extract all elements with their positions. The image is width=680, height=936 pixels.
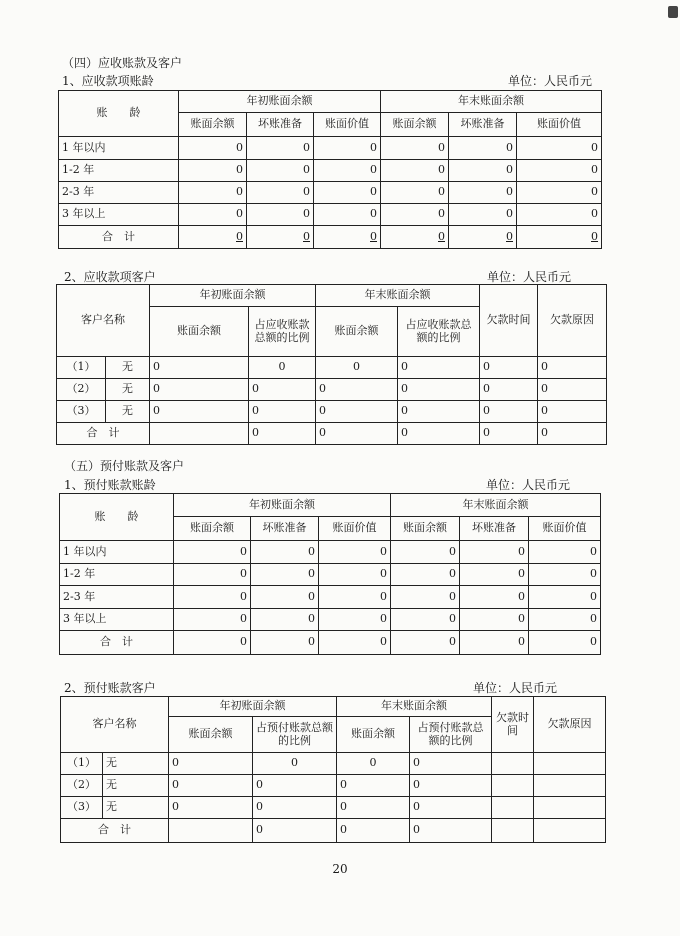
prepayments-aging-table	[59, 493, 601, 655]
cell: 0	[410, 819, 492, 843]
subheader: 账面余额	[174, 517, 251, 541]
total-label: 合 计	[60, 631, 174, 655]
cell	[534, 775, 606, 797]
cell: 0	[381, 204, 449, 226]
cell: 0	[319, 564, 391, 586]
cell: 0	[251, 564, 319, 586]
header-customer-name: 客户名称	[61, 697, 169, 753]
cell: 0	[253, 753, 337, 775]
table-total-row	[61, 819, 606, 843]
cell	[492, 797, 534, 819]
cell: 0	[174, 564, 251, 586]
header-overdue-reason: 欠款原因	[538, 285, 607, 357]
cell: 0	[150, 379, 249, 401]
cell: 0	[460, 564, 529, 586]
cell: 0	[316, 379, 398, 401]
header-begin-balance: 年初账面余额	[150, 285, 316, 307]
receivables-aging-table	[58, 90, 602, 249]
cell: 0	[179, 160, 247, 182]
cell: 0	[391, 631, 460, 655]
cell: 0	[150, 357, 249, 379]
customer-name: 无	[103, 775, 169, 797]
row-number: （3）	[57, 401, 106, 423]
cell: 0	[251, 631, 319, 655]
cell: 0	[316, 423, 398, 445]
row-label: 1-2 年	[59, 160, 179, 182]
subheader: 账面余额	[150, 307, 249, 357]
total-label: 合 计	[57, 423, 150, 445]
cell: 0	[314, 226, 381, 249]
cell	[492, 819, 534, 843]
cell: 0	[460, 609, 529, 631]
cell: 0	[319, 586, 391, 609]
cell: 0	[529, 586, 601, 609]
cell: 0	[449, 226, 517, 249]
total-label: 合 计	[61, 819, 169, 843]
cell: 0	[460, 586, 529, 609]
cell: 0	[517, 226, 602, 249]
cell: 0	[249, 379, 316, 401]
cell: 0	[460, 541, 529, 564]
cell: 0	[174, 609, 251, 631]
header-age: 账 龄	[60, 494, 174, 541]
cell: 0	[449, 137, 517, 160]
section-5-heading: （五）预付账款及客户	[64, 459, 185, 473]
cell: 0	[314, 182, 381, 204]
table-row	[59, 137, 602, 160]
table-4-title: 2、预付账款客户	[64, 681, 156, 695]
cell: 0	[249, 357, 316, 379]
cell	[492, 775, 534, 797]
cell: 0	[150, 401, 249, 423]
prepayments-customer-table	[60, 696, 606, 843]
cell: 0	[247, 137, 314, 160]
header-begin-balance: 年初账面余额	[179, 91, 381, 113]
table-row	[60, 541, 601, 564]
cell: 0	[337, 775, 410, 797]
cell: 0	[480, 357, 538, 379]
table-1-unit: 单位：人民币元	[508, 74, 593, 88]
receivables-customer-table	[56, 284, 607, 445]
row-label: 1-2 年	[60, 564, 174, 586]
customer-name: 无	[106, 401, 150, 423]
cell: 0	[247, 182, 314, 204]
cell: 0	[179, 137, 247, 160]
cell: 0	[249, 423, 316, 445]
header-end-balance: 年末账面余额	[391, 494, 601, 517]
table-3-unit: 单位：人民币元	[486, 478, 571, 492]
row-label: 3 年以上	[60, 609, 174, 631]
cell: 0	[169, 775, 253, 797]
cell: 0	[398, 379, 480, 401]
subheader: 占应收账款总额的比例	[398, 307, 480, 357]
cell: 0	[381, 182, 449, 204]
table-row	[60, 564, 601, 586]
cell: 0	[517, 182, 602, 204]
cell: 0	[251, 586, 319, 609]
subheader: 占预付账款总额的比例	[410, 717, 492, 753]
cell: 0	[319, 541, 391, 564]
cell: 0	[517, 204, 602, 226]
cell: 0	[391, 541, 460, 564]
row-label: 2-3 年	[60, 586, 174, 609]
cell: 0	[314, 204, 381, 226]
header-begin-balance: 年初账面余额	[174, 494, 391, 517]
cell: 0	[251, 609, 319, 631]
cell: 0	[337, 819, 410, 843]
header-end-balance: 年末账面余额	[381, 91, 602, 113]
header-begin-balance: 年初账面余额	[169, 697, 337, 717]
cell: 0	[251, 541, 319, 564]
cell: 0	[460, 631, 529, 655]
customer-name: 无	[103, 797, 169, 819]
cell: 0	[179, 226, 247, 249]
subheader: 账面余额	[169, 717, 253, 753]
scan-artifact	[668, 6, 678, 18]
cell: 0	[247, 204, 314, 226]
cell: 0	[314, 160, 381, 182]
customer-name: 无	[106, 357, 150, 379]
header-end-balance: 年末账面余额	[337, 697, 492, 717]
cell: 0	[174, 586, 251, 609]
cell: 0	[169, 797, 253, 819]
cell: 0	[538, 357, 607, 379]
table-total-row	[59, 226, 602, 249]
header-customer-name: 客户名称	[57, 285, 150, 357]
subheader: 账面余额	[391, 517, 460, 541]
cell: 0	[398, 423, 480, 445]
header-end-balance: 年末账面余额	[316, 285, 480, 307]
table-total-row	[60, 631, 601, 655]
cell	[534, 753, 606, 775]
subheader: 占预付账款总额的比例	[253, 717, 337, 753]
table-row	[61, 775, 606, 797]
header-overdue-time: 欠款时间	[480, 285, 538, 357]
cell	[534, 797, 606, 819]
cell: 0	[449, 160, 517, 182]
table-4-unit: 单位：人民币元	[473, 681, 558, 695]
cell: 0	[410, 753, 492, 775]
subheader: 坏账准备	[247, 113, 314, 137]
cell: 0	[169, 753, 253, 775]
row-label: 3 年以上	[59, 204, 179, 226]
subheader: 账面价值	[319, 517, 391, 541]
row-number: （3）	[61, 797, 103, 819]
table-row	[59, 160, 602, 182]
table-row	[61, 753, 606, 775]
cell: 0	[381, 160, 449, 182]
cell: 0	[398, 401, 480, 423]
subheader: 占应收账款总额的比例	[249, 307, 316, 357]
customer-name: 无	[103, 753, 169, 775]
subheader: 账面价值	[314, 113, 381, 137]
cell: 0	[174, 541, 251, 564]
row-label: 2-3 年	[59, 182, 179, 204]
cell: 0	[319, 609, 391, 631]
cell: 0	[538, 379, 607, 401]
table-row	[60, 586, 601, 609]
subheader: 坏账准备	[449, 113, 517, 137]
cell: 0	[253, 819, 337, 843]
cell: 0	[381, 137, 449, 160]
cell	[492, 753, 534, 775]
table-3-title: 1、预付账款账龄	[64, 478, 156, 492]
total-label: 合 计	[59, 226, 179, 249]
subheader: 坏账准备	[251, 517, 319, 541]
subheader: 账面价值	[517, 113, 602, 137]
table-row	[57, 379, 607, 401]
row-label: 1 年以内	[60, 541, 174, 564]
cell: 0	[410, 797, 492, 819]
cell: 0	[480, 423, 538, 445]
cell	[150, 423, 249, 445]
header-overdue-reason: 欠款原因	[534, 697, 606, 753]
table-row	[60, 609, 601, 631]
cell: 0	[314, 137, 381, 160]
cell: 0	[480, 401, 538, 423]
cell: 0	[249, 401, 316, 423]
cell: 0	[538, 423, 607, 445]
subheader: 账面余额	[381, 113, 449, 137]
cell: 0	[398, 357, 480, 379]
table-2-unit: 单位：人民币元	[487, 270, 572, 284]
row-number: （2）	[61, 775, 103, 797]
cell: 0	[316, 357, 398, 379]
cell: 0	[449, 182, 517, 204]
cell: 0	[517, 160, 602, 182]
row-number: （1）	[57, 357, 106, 379]
cell: 0	[480, 379, 538, 401]
row-label: 1 年以内	[59, 137, 179, 160]
table-row	[59, 182, 602, 204]
cell: 0	[529, 631, 601, 655]
cell: 0	[391, 586, 460, 609]
cell: 0	[253, 775, 337, 797]
cell	[534, 819, 606, 843]
cell: 0	[538, 401, 607, 423]
cell: 0	[316, 401, 398, 423]
cell: 0	[391, 564, 460, 586]
header-age: 账 龄	[59, 91, 179, 137]
cell: 0	[449, 204, 517, 226]
table-total-row	[57, 423, 607, 445]
table-row	[61, 797, 606, 819]
cell: 0	[529, 564, 601, 586]
cell: 0	[410, 775, 492, 797]
table-row	[57, 357, 607, 379]
subheader: 账面余额	[337, 717, 410, 753]
row-number: （2）	[57, 379, 106, 401]
cell: 0	[517, 137, 602, 160]
cell	[169, 819, 253, 843]
cell: 0	[529, 541, 601, 564]
cell: 0	[179, 182, 247, 204]
table-row	[59, 204, 602, 226]
cell: 0	[529, 609, 601, 631]
subheader: 账面价值	[529, 517, 601, 541]
cell: 0	[253, 797, 337, 819]
subheader: 账面余额	[179, 113, 247, 137]
row-number: （1）	[61, 753, 103, 775]
cell: 0	[174, 631, 251, 655]
table-1-title: 1、应收款项账龄	[62, 74, 154, 88]
subheader: 账面余额	[316, 307, 398, 357]
customer-name: 无	[106, 379, 150, 401]
cell: 0	[391, 609, 460, 631]
cell: 0	[247, 160, 314, 182]
cell: 0	[381, 226, 449, 249]
cell: 0	[337, 753, 410, 775]
cell: 0	[319, 631, 391, 655]
subheader: 坏账准备	[460, 517, 529, 541]
cell: 0	[337, 797, 410, 819]
header-overdue-time: 欠款时间	[492, 697, 534, 753]
cell: 0	[179, 204, 247, 226]
page-number: 20	[332, 862, 348, 876]
table-2-title: 2、应收款项客户	[64, 270, 156, 284]
table-row	[57, 401, 607, 423]
section-4-heading: （四）应收账款及客户	[62, 56, 183, 70]
cell: 0	[247, 226, 314, 249]
